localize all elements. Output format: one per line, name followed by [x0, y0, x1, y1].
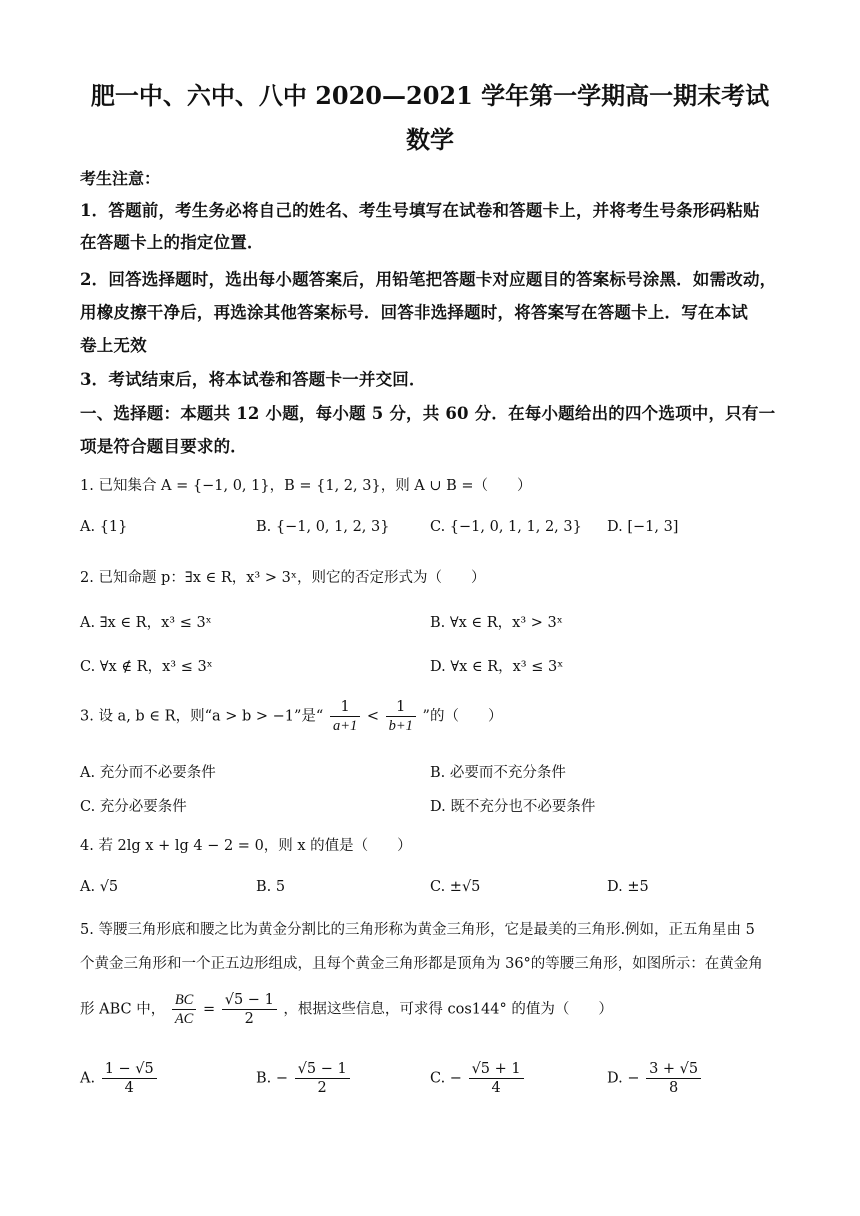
question-5-option-c	[430, 1060, 526, 1097]
question-5-line-3-prefix: 形 ABC 中，	[80, 1001, 166, 1018]
notice-item-2-line-1: 2．回答选择题时，选出每小题答案后，用铅笔把答题卡对应题目的答案标号涂黑．如需改动，	[80, 270, 777, 289]
question-5-option-b-numerator: √5 − 1	[295, 1060, 350, 1079]
question-3-stem-suffix: ”的（ ）	[422, 708, 503, 725]
exam-title: 肥一中、六中、八中 2020—2021 学年第一学期高一期末考试	[90, 81, 770, 110]
notice-heading: 考生注意：	[80, 169, 161, 188]
question-5-line-3	[80, 991, 613, 1028]
question-3-fraction-1-denominator: a+1	[332, 718, 358, 734]
question-1-option-a: A. {1}	[80, 519, 128, 535]
subject-title: 数学	[406, 125, 454, 154]
question-5-option-d	[607, 1060, 703, 1097]
question-3-option-d: D. 既不充分也不必要条件	[430, 799, 596, 815]
question-5-option-b-label: B. −	[256, 1070, 289, 1087]
question-5-ratio-fraction	[172, 991, 197, 1028]
question-5-option-a-denominator: 4	[124, 1080, 134, 1096]
question-3-fraction-1-numerator: 1	[330, 698, 360, 717]
question-2-option-c: C. ∀x ∉ R，x³ ≤ 3ˣ	[80, 659, 213, 675]
question-5-option-a	[80, 1060, 159, 1097]
question-3-option-c: C. 充分必要条件	[80, 799, 187, 815]
question-4-option-b: B. 5	[256, 879, 286, 895]
question-1-option-c: C. {−1, 0, 1, 1, 2, 3}	[430, 519, 582, 535]
question-4-option-c: C. ±√5	[430, 879, 481, 895]
question-5-line-3-suffix: ，根据这些信息，可求得 cos144° 的值为（ ）	[283, 1001, 613, 1018]
section-1-heading-line-1: 一、选择题：本题共 12 小题，每小题 5 分，共 60 分．在每小题给出的四个选项中，只有一	[80, 404, 776, 423]
notice-item-2-line-3: 卷上无效	[80, 336, 147, 355]
question-3-stem	[80, 698, 502, 735]
question-5-equals: =	[202, 1001, 216, 1018]
question-5-option-a-label: A.	[80, 1070, 96, 1087]
question-3-stem-prefix: 3. 设 a, b ∈ R，则“a > b > −1”是“	[80, 708, 324, 725]
question-5-option-b-fraction	[295, 1060, 350, 1097]
question-5-option-d-fraction	[646, 1060, 701, 1097]
question-5-option-c-denominator: 4	[491, 1080, 501, 1096]
question-3-option-b: B. 必要而不充分条件	[430, 765, 566, 781]
question-2-option-b: B. ∀x ∈ R，x³ > 3ˣ	[430, 615, 563, 631]
notice-item-1-line-1: 1．答题前，考生务必将自己的姓名、考生号填写在试卷和答题卡上，并将考生号条形码粘贴	[80, 201, 760, 220]
question-5-line-1: 5. 等腰三角形底和腰之比为黄金分割比的三角形称为黄金三角形，它是最美的三角形.例如，正五角星由 5	[80, 922, 755, 938]
notice-item-2-line-2: 用橡皮擦干净后，再选涂其他答案标号．回答非选择题时，将答案写在答题卡上．写在本试	[80, 303, 748, 322]
question-1-option-d: D. [−1, 3]	[607, 519, 679, 535]
question-2-stem: 2. 已知命题 p：∃x ∈ R，x³ > 3ˣ，则它的否定形式为（ ）	[80, 570, 486, 586]
section-1-heading-line-2: 项是符合题目要求的．	[80, 437, 247, 456]
question-3-fraction-2-numerator: 1	[386, 698, 416, 717]
question-5-option-c-fraction	[469, 1060, 524, 1097]
notice-item-1-line-2: 在答题卡上的指定位置．	[80, 233, 264, 252]
question-1-option-b: B. {−1, 0, 1, 2, 3}	[256, 519, 390, 535]
question-5-option-c-label: C. −	[430, 1070, 462, 1087]
question-3-fraction-2-denominator: b+1	[388, 718, 413, 734]
question-5-option-b-denominator: 2	[317, 1080, 327, 1096]
question-5-option-d-denominator: 8	[669, 1080, 679, 1096]
question-5-line-2: 个黄金三角形和一个正五边形组成，且每个黄金三角形都是顶角为 36°的等腰三角形，如图所示：在黄金角	[80, 956, 763, 972]
question-5-value-denominator: 2	[244, 1011, 254, 1027]
question-5-option-c-numerator: √5 + 1	[469, 1060, 524, 1079]
question-5-value-fraction	[222, 991, 277, 1028]
notice-item-3: 3．考试结束后，将本试卷和答题卡一并交回．	[80, 370, 426, 389]
question-1-stem: 1. 已知集合 A = {−1, 0, 1}，B = {1, 2, 3}，则 A ∪ B =（ ）	[80, 478, 532, 494]
question-5-option-a-numerator: 1 − √5	[102, 1060, 157, 1079]
question-2-option-d: D. ∀x ∈ R，x³ ≤ 3ˣ	[430, 659, 564, 675]
question-5-ratio-numerator: BC	[172, 991, 197, 1010]
question-3-option-a: A. 充分而不必要条件	[80, 765, 216, 781]
question-3-less-than: <	[366, 708, 380, 725]
question-2-option-a: A. ∃x ∈ R，x³ ≤ 3ˣ	[80, 615, 212, 631]
question-4-stem: 4. 若 2lg x + lg 4 − 2 = 0，则 x 的值是（ ）	[80, 838, 412, 854]
question-3-fraction-1	[330, 698, 360, 735]
question-5-ratio-denominator: AC	[174, 1011, 194, 1027]
question-5-option-d-numerator: 3 + √5	[646, 1060, 701, 1079]
question-4-option-d: D. ±5	[607, 879, 649, 895]
question-5-option-d-label: D. −	[607, 1070, 640, 1087]
question-5-option-a-fraction	[102, 1060, 157, 1097]
question-4-option-a: A. √5	[80, 879, 119, 895]
question-5-option-b	[256, 1060, 352, 1097]
question-5-value-numerator: √5 − 1	[222, 991, 277, 1010]
question-3-fraction-2	[386, 698, 416, 735]
